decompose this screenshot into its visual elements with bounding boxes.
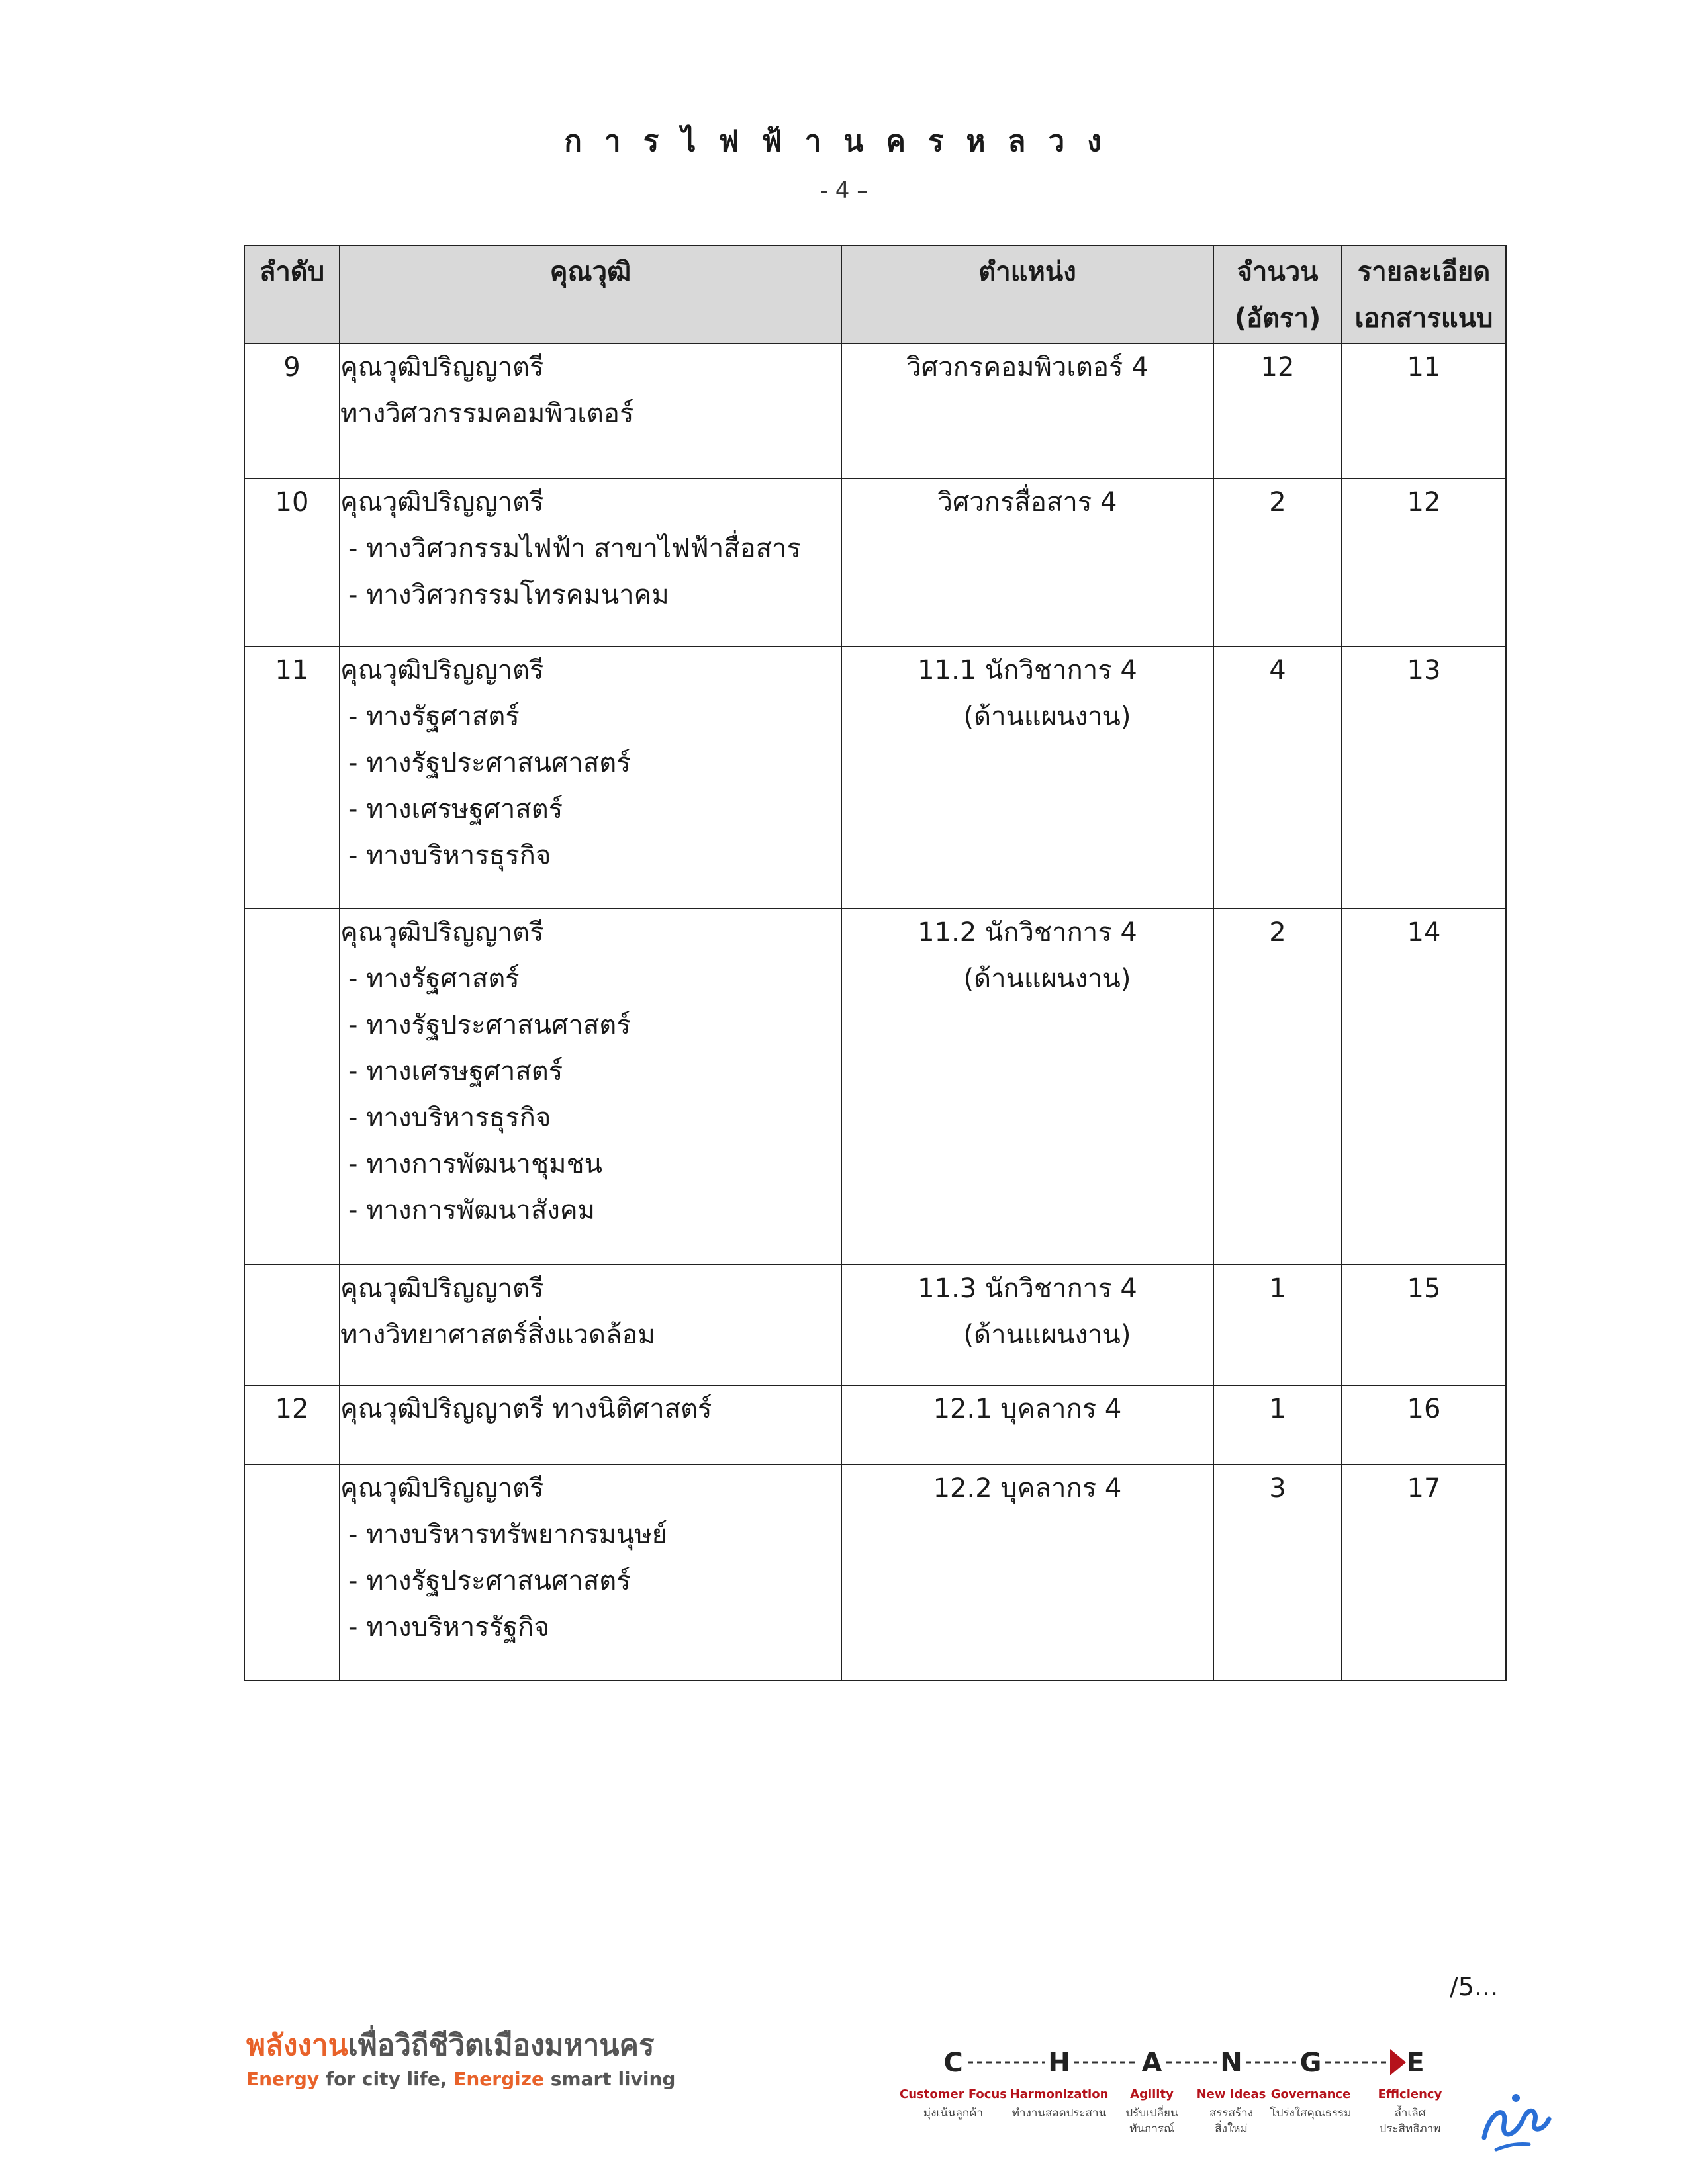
positions-table (244, 245, 1507, 1681)
change-thai-label: โปร่งใสคุณธรรม (1270, 2107, 1352, 2120)
qual-line: - ทางรัฐประศาสนศาสตร์ (348, 1010, 631, 1040)
slogan-english (246, 2066, 789, 2093)
qual-line: - ทางบริหารธุรกิจ (348, 841, 551, 871)
row-qualification (340, 343, 841, 478)
row-doc: 17 (1342, 1465, 1506, 1680)
row-qualification (340, 647, 841, 909)
qual-line: - ทางรัฐศาสตร์ (348, 964, 520, 994)
position-subtitle: (ด้านแผนงาน) (963, 702, 1131, 732)
position-title: 11.3 นักวิชาการ 4 (917, 1273, 1137, 1304)
change-letter: A (1141, 2048, 1162, 2078)
header-count-line2: (อัตรา) (1234, 303, 1321, 334)
qual-line: คุณวุฒิปริญญาตรี ทางนิติศาสตร์ (340, 1394, 712, 1424)
row-position (841, 343, 1213, 478)
row-count: 3 (1213, 1465, 1342, 1680)
qual-line: - ทางวิศวกรรมโทรคมนาคม (348, 580, 669, 610)
slogan-thai-rest: เพื่อวิถีชีวิตเมืองมหานคร (348, 2028, 655, 2062)
qual-line: - ทางการพัฒนาชุมชน (348, 1149, 602, 1179)
footer-slogan (246, 2025, 789, 2131)
row-seq (244, 1465, 340, 1680)
change-letter: E (1406, 2048, 1425, 2078)
change-label: Efficiency (1378, 2087, 1442, 2101)
change-thai-label: สรรสร้าง (1209, 2107, 1253, 2120)
change-thai-label: ทำงานสอดประสาน (1011, 2107, 1107, 2120)
row-doc: 14 (1342, 909, 1506, 1265)
row-qualification (340, 1465, 841, 1680)
row-count: 1 (1213, 1265, 1342, 1385)
row-qualification (340, 909, 841, 1265)
slogan-en-part1: Energy (246, 2068, 320, 2090)
qual-line: - ทางบริหารธุรกิจ (348, 1103, 551, 1133)
table-header-row (244, 246, 1506, 343)
position-subtitle: (ด้านแผนงาน) (963, 964, 1131, 994)
header-position: ตำแหน่ง (841, 246, 1213, 343)
header-doc (1342, 246, 1506, 343)
qual-line: คุณวุฒิปริญญาตรี (340, 352, 544, 383)
row-position (841, 1385, 1213, 1465)
header-doc-line2: เอกสารแนบ (1354, 303, 1493, 334)
row-seq: 9 (244, 343, 340, 478)
row-seq: 12 (244, 1385, 340, 1465)
change-thai-label-line2: ประสิทธิภาพ (1379, 2122, 1441, 2136)
change-thai-label-line2: ทันการณ์ (1129, 2122, 1174, 2136)
slogan-en-part3: Energize (453, 2068, 545, 2090)
qual-line: ทางวิทยาศาสตร์สิ่งแวดล้อม (340, 1320, 655, 1350)
qual-line: - ทางบริหารรัฐกิจ (348, 1612, 549, 1643)
slogan-en-part2: for city life, (319, 2068, 454, 2090)
qual-line: - ทางรัฐประศาสนศาสตร์ (348, 1566, 631, 1596)
change-label: Governance (1270, 2087, 1351, 2101)
row-seq (244, 909, 340, 1265)
slogan-thai (246, 2025, 789, 2066)
row-doc: 12 (1342, 478, 1506, 647)
row-position (841, 478, 1213, 647)
qual-line: - ทางเศรษฐศาสตร์ (348, 1056, 563, 1087)
change-letter: H (1048, 2048, 1070, 2078)
row-seq: 10 (244, 478, 340, 647)
qual-line: - ทางบริหารทรัพยากรมนุษย์ (348, 1520, 668, 1550)
row-position (841, 1265, 1213, 1385)
row-position (841, 909, 1213, 1265)
change-label: Harmonization (1009, 2087, 1109, 2101)
slogan-thai-accent: พลังงาน (246, 2028, 348, 2062)
table-row (244, 1465, 1506, 1680)
qual-line: - ทางเศรษฐศาสตร์ (348, 794, 563, 825)
qual-line: คุณวุฒิปริญญาตรี (340, 917, 544, 948)
header-doc-line1: รายละเอียด (1357, 257, 1491, 287)
row-doc: 16 (1342, 1385, 1506, 1465)
header-seq: ลำดับ (244, 246, 340, 343)
row-count: 12 (1213, 343, 1342, 478)
change-label: New Ideas (1196, 2087, 1266, 2101)
position-subtitle: (ด้านแผนงาน) (963, 1320, 1131, 1350)
row-position (841, 647, 1213, 909)
qual-line: คุณวุฒิปริญญาตรี (340, 1473, 544, 1504)
change-letter: C (943, 2048, 963, 2078)
org-title: การไฟฟ้านครหลวง (564, 124, 1124, 158)
table-row (244, 1385, 1506, 1465)
row-qualification (340, 1385, 841, 1465)
qual-line: คุณวุฒิปริญญาตรี (340, 655, 544, 686)
qual-line: - ทางการพัฒนาสังคม (348, 1195, 596, 1226)
change-letter: N (1220, 2048, 1243, 2078)
row-doc: 11 (1342, 343, 1506, 478)
change-values-logo (900, 2025, 1496, 2158)
row-doc: 15 (1342, 1265, 1506, 1385)
qual-line: ทางวิศวกรรมคอมพิวเตอร์ (340, 398, 634, 429)
table-row (244, 1265, 1506, 1385)
next-page-marker: /5... (1450, 1972, 1499, 2001)
row-count: 1 (1213, 1385, 1342, 1465)
change-thai-label: มุ่งเน้นลูกค้า (923, 2107, 984, 2120)
row-seq (244, 1265, 340, 1385)
row-count: 2 (1213, 478, 1342, 647)
position-title: 11.1 นักวิชาการ 4 (917, 655, 1137, 686)
change-label: Agility (1130, 2087, 1174, 2101)
row-doc: 13 (1342, 647, 1506, 909)
row-position (841, 1465, 1213, 1680)
table-row (244, 478, 1506, 647)
change-label: Customer Focus (900, 2087, 1007, 2101)
position-title: วิศวกรสื่อสาร 4 (937, 487, 1117, 518)
header-count-line1: จำนวน (1237, 257, 1319, 287)
row-count: 2 (1213, 909, 1342, 1265)
row-qualification (340, 1265, 841, 1385)
signature-mark (1470, 2071, 1556, 2158)
position-title: 12.2 บุคลากร 4 (933, 1473, 1122, 1504)
position-title: 11.2 นักวิชาการ 4 (917, 917, 1137, 948)
change-thai-label: ล้ำเลิศ (1394, 2107, 1426, 2120)
header-qualification: คุณวุฒิ (340, 246, 841, 343)
header-count (1213, 246, 1342, 343)
table-row (244, 647, 1506, 909)
qual-line: - ทางวิศวกรรมไฟฟ้า สาขาไฟฟ้าสื่อสาร (348, 533, 802, 564)
change-arrow-icon (1390, 2049, 1406, 2075)
change-thai-label: ปรับเปลี่ยน (1125, 2107, 1178, 2120)
qual-line: - ทางรัฐประศาสนศาสตร์ (348, 748, 631, 778)
slogan-en-part4: smart living (544, 2068, 676, 2090)
position-title: 12.1 บุคลากร 4 (933, 1394, 1122, 1424)
change-thai-label-line2: สิ่งใหม่ (1215, 2122, 1248, 2136)
qual-line: คุณวุฒิปริญญาตรี (340, 1273, 544, 1304)
page-number: - 4 – (820, 177, 868, 204)
row-seq: 11 (244, 647, 340, 909)
row-qualification (340, 478, 841, 647)
position-title: วิศวกรคอมพิวเตอร์ 4 (906, 352, 1149, 383)
table-row (244, 343, 1506, 478)
qual-line: - ทางรัฐศาสตร์ (348, 702, 520, 732)
row-count: 4 (1213, 647, 1342, 909)
table-row (244, 909, 1506, 1265)
change-letter: G (1299, 2048, 1322, 2078)
qual-line: คุณวุฒิปริญญาตรี (340, 487, 544, 518)
